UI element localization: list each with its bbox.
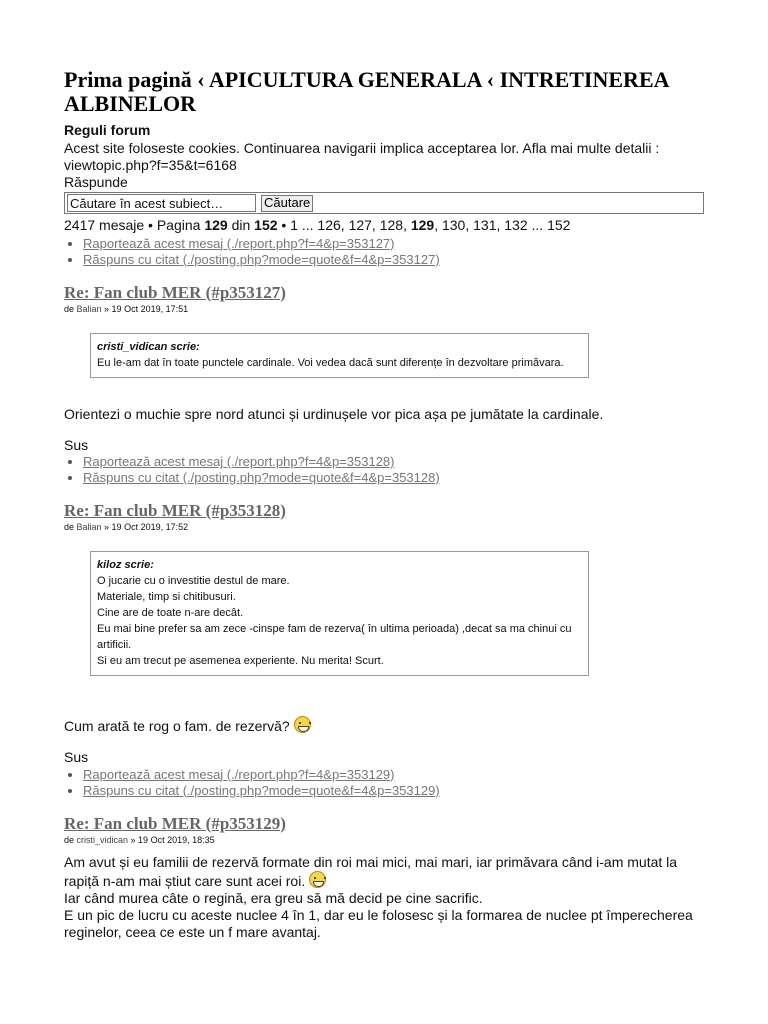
post-title-link[interactable]: Re: Fan club MER (#p353128) bbox=[64, 501, 286, 520]
list-item bbox=[83, 783, 704, 799]
search-input[interactable] bbox=[67, 194, 256, 212]
quote-cite: kiloz scrie: bbox=[97, 559, 154, 571]
smiley-icon bbox=[294, 716, 311, 733]
post-byline: de Balian » 19 Oct 2019, 17:51 bbox=[64, 303, 189, 314]
pagination-total: 152 bbox=[254, 217, 278, 233]
quote-line: Eu le-am dat în toate punctele cardinale. Voi vedea dacă sunt diferențe în dezvoltare primăvara. bbox=[97, 356, 564, 369]
pagination-prefix: 2417 mesaje • Pagina bbox=[64, 217, 205, 233]
post-title bbox=[64, 283, 704, 303]
report-link[interactable]: Raportează acest mesaj (./report.php?f=4&p=353129) bbox=[83, 766, 395, 782]
back-to-top-link[interactable]: Sus bbox=[64, 749, 89, 765]
quote-block bbox=[90, 551, 589, 676]
list-item bbox=[83, 767, 704, 783]
quote-line: Si eu am trecut pe asemenea experiente. Nu merita! Scurt. bbox=[97, 655, 384, 667]
post-actions bbox=[64, 236, 704, 268]
post-author[interactable]: Balian bbox=[76, 303, 102, 314]
cookie-notice: Acest site foloseste cookies. Continuarea navigarii implica acceptarea lor. Afla mai multe detalii : viewtopic.php?f=35&t=6168 bbox=[64, 139, 660, 173]
quote-line: Cine are de toate n-are decât. bbox=[97, 607, 244, 619]
post-body-line: Iar când murea câte o regină, era greu să mă decid pe cine sacrific. bbox=[64, 889, 483, 906]
quote-line: Eu mai bine prefer sa am zece -cinspe fam de rezerva( în ultima perioada) ,decat sa ma chinui cu artificii. bbox=[97, 623, 572, 651]
post-body bbox=[64, 854, 704, 941]
list-item bbox=[83, 236, 704, 252]
post-title bbox=[64, 501, 704, 521]
list-item bbox=[83, 454, 704, 470]
pagination-current-page: 129 bbox=[410, 217, 435, 233]
post-body: Orientezi o muchie spre nord atunci și urdinușele vor pica așa pe jumătate la cardinale. bbox=[64, 405, 604, 422]
search-form bbox=[64, 192, 704, 214]
quote-line: O jucarie cu o investitie destul de mare. bbox=[97, 575, 290, 587]
post-byline: de Balian » 19 Oct 2019, 17:52 bbox=[64, 522, 189, 532]
pagination bbox=[64, 217, 704, 235]
post bbox=[64, 283, 704, 487]
search-button[interactable]: Căutare bbox=[261, 195, 313, 212]
pagination-pages-after[interactable]: , 130, 131, 132 ... 152 bbox=[434, 217, 571, 233]
pagination-of: din bbox=[227, 217, 255, 233]
smiley-icon bbox=[309, 871, 326, 888]
post-actions bbox=[64, 454, 704, 486]
post bbox=[64, 814, 704, 941]
post-body: Cum arată te rog o fam. de rezervă? bbox=[64, 716, 704, 735]
post-title-link[interactable]: Re: Fan club MER (#p353129) bbox=[64, 813, 286, 833]
post bbox=[64, 501, 704, 799]
report-link[interactable]: Raportează acest mesaj (./report.php?f=4&p=353128) bbox=[83, 454, 395, 469]
quote-link[interactable]: Răspuns cu citat (./posting.php?mode=quote&f=4&p=353129) bbox=[83, 782, 440, 798]
reply-link[interactable]: Răspunde bbox=[64, 173, 128, 190]
back-to-top-link[interactable]: Sus bbox=[64, 436, 89, 453]
quote-link[interactable]: Răspuns cu citat (./posting.php?mode=quote&f=4&p=353128) bbox=[83, 470, 440, 485]
post-author[interactable]: Balian bbox=[76, 522, 102, 532]
pagination-current: 129 bbox=[204, 217, 228, 233]
list-item bbox=[83, 470, 704, 486]
quote-line: Materiale, timp si chitibusuri. bbox=[97, 591, 236, 603]
page-title[interactable]: Prima pagină ‹ APICULTURA GENERALA ‹ INTRETINEREA ALBINELOR bbox=[64, 67, 669, 116]
post-author[interactable]: cristi_vidican bbox=[76, 834, 129, 845]
post-title bbox=[64, 814, 704, 834]
post-body-line: E un pic de lucru cu aceste nuclee 4 în 1, dar eu le folosesc și la formarea de nuclee pt împerecherea reginelor, ceea ce este un f mare avantaj. bbox=[64, 906, 693, 940]
rules-link[interactable]: Reguli forum bbox=[64, 122, 151, 138]
post-byline: de cristi_vidican » 19 Oct 2019, 18:35 bbox=[64, 834, 215, 845]
quote-block bbox=[90, 333, 589, 378]
post-body-line: Am avut și eu familii de rezervă formate din roi mai mici, mai mari, iar primăvara când i-am mutat la rapiță n-am mai știut care sunt acei roi. bbox=[64, 853, 678, 889]
list-item bbox=[83, 252, 704, 268]
pagination-pages[interactable]: • 1 ... 126, 127, 128, bbox=[277, 217, 411, 233]
report-link[interactable]: Raportează acest mesaj (./report.php?f=4&p=353127) bbox=[83, 235, 395, 251]
quote-cite: cristi_vidican scrie: bbox=[97, 340, 200, 353]
quote-link[interactable]: Răspuns cu citat (./posting.php?mode=quote&f=4&p=353127) bbox=[83, 251, 440, 267]
post-actions bbox=[64, 767, 704, 799]
post-title-link[interactable]: Re: Fan club MER (#p353127) bbox=[64, 282, 286, 302]
